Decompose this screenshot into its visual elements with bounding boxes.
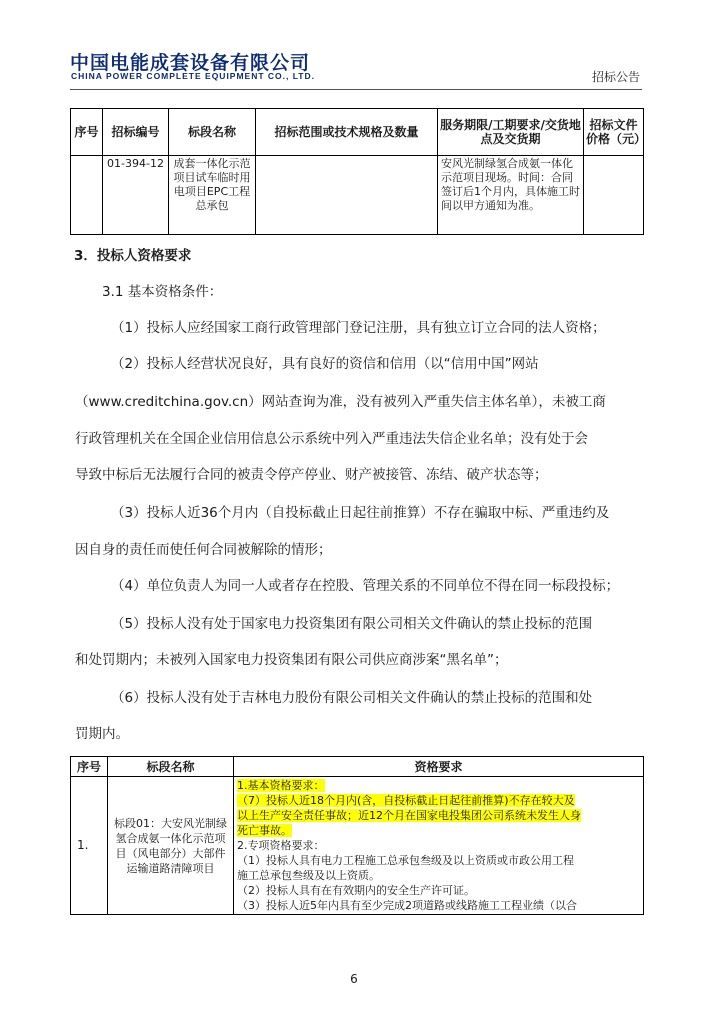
col-header-service: 服务期限/工期要求/交货地点及交货期 xyxy=(438,109,584,156)
paragraph: （www.creditchina.gov.cn）网站查询为准，没有被列入严重失信主体名单），未被工商 xyxy=(75,394,606,410)
col-header-seq: 序号 xyxy=(71,757,108,777)
paragraph: 因自身的责任而使任何合同被解除的情形； xyxy=(75,542,332,558)
paragraph: （5）投标人没有处于国家电力投资集团有限公司相关文件确认的禁止投标的范围 xyxy=(111,616,593,632)
requirement-line: 以上生产安全责任事故；近12个月在国家电投集团公司系统未发生人身 xyxy=(237,809,581,822)
col-header-requirements: 资格要求 xyxy=(234,757,644,777)
requirement-line: （3）投标人近5年内具有至少完成2项道路或线路施工工程业绩（以合 xyxy=(237,899,577,912)
table-header-row xyxy=(71,109,644,156)
page-number: 6 xyxy=(350,972,358,986)
cell-requirements xyxy=(234,777,644,915)
cell-service: 安风光制绿氢合成氨一体化示范项目现场。时间：合同签订后1个月内，具体施工时间以甲方通知为准。 xyxy=(438,156,584,235)
company-logo-en: CHINA POWER COMPLETE EQUIPMENT CO., LTD. xyxy=(71,71,315,81)
requirement-line: 死亡事故。 xyxy=(237,824,292,837)
cell-code: 01-394-12 xyxy=(103,156,169,235)
cell-name: 成套一体化示范项目试车临时用电项目EPC工程总承包 xyxy=(169,156,256,235)
bid-section-table xyxy=(70,108,647,235)
col-header-price: 招标文件价格（元） xyxy=(584,109,644,156)
col-header-code: 招标编号 xyxy=(103,109,169,156)
table-row xyxy=(71,777,644,915)
requirement-line: 1.基本资格要求： xyxy=(237,779,325,792)
requirement-line: （7）投标人近18个月内(含，自投标截止日起往前推算)不存在较大及 xyxy=(237,794,575,807)
doc-type-label: 招标公告 xyxy=(591,70,640,84)
table-header-row xyxy=(71,757,644,777)
subsection-title: 3.1 基本资格条件： xyxy=(102,284,223,300)
cell-seq xyxy=(71,156,103,235)
paragraph: 和处罚期内；未被列入国家电力投资集团有限公司供应商涉案“黑名单”； xyxy=(75,652,508,668)
paragraph: （3）投标人近36个月内（自投标截止日起往前推算）不存在骗取中标、严重违约及 xyxy=(111,505,610,521)
cell-name: 标段01：大安风光制绿氢合成氨一体化示范项目（风电部分）大部件运输道路清障项目 xyxy=(108,777,234,915)
section-title: 3．投标人资格要求 xyxy=(74,248,192,264)
col-header-name: 标段名称 xyxy=(169,109,256,156)
col-header-seq: 序号 xyxy=(71,109,103,156)
paragraph: 导致中标后无法履行合同的被责令停产停业、财产被接管、冻结、破产状态等； xyxy=(75,467,548,483)
qualification-table xyxy=(70,756,644,915)
company-logo-cn: 中国电能成套设备有限公司 xyxy=(70,52,311,74)
paragraph: 罚期内。 xyxy=(75,726,129,742)
paragraph: （1）投标人应经国家工商行政管理部门登记注册，具有独立订立合同的法人资格； xyxy=(111,320,606,336)
paragraph: （4）单位负责人为同一人或者存在控股、管理关系的不同单位不得在同一标段投标； xyxy=(111,578,620,594)
requirement-line: 施工总承包叁级及以上资质。 xyxy=(237,869,380,882)
cell-scope xyxy=(256,156,438,235)
paragraph: 行政管理机关在全国企业信用信息公示系统中列入严重违法失信企业名单；没有处于会 xyxy=(75,431,588,447)
cell-seq: 1. xyxy=(71,777,108,915)
paragraph: （6）投标人没有处于吉林电力股份有限公司相关文件确认的禁止投标的范围和处 xyxy=(111,690,593,706)
cell-price xyxy=(584,156,644,235)
col-header-scope: 招标范围或技术规格及数量 xyxy=(256,109,438,156)
col-header-name: 标段名称 xyxy=(108,757,234,777)
requirement-line: 2.专项资格要求： xyxy=(237,839,325,852)
requirement-line: （2）投标人具有在有效期内的安全生产许可证。 xyxy=(237,884,475,897)
table-row xyxy=(71,156,644,235)
page-header xyxy=(70,44,642,90)
requirement-line: （1）投标人具有电力工程施工总承包叁级及以上资质或市政公用工程 xyxy=(237,854,574,867)
paragraph: （2）投标人经营状况良好，具有良好的资信和信用（以“信用中国”网站 xyxy=(111,356,539,372)
